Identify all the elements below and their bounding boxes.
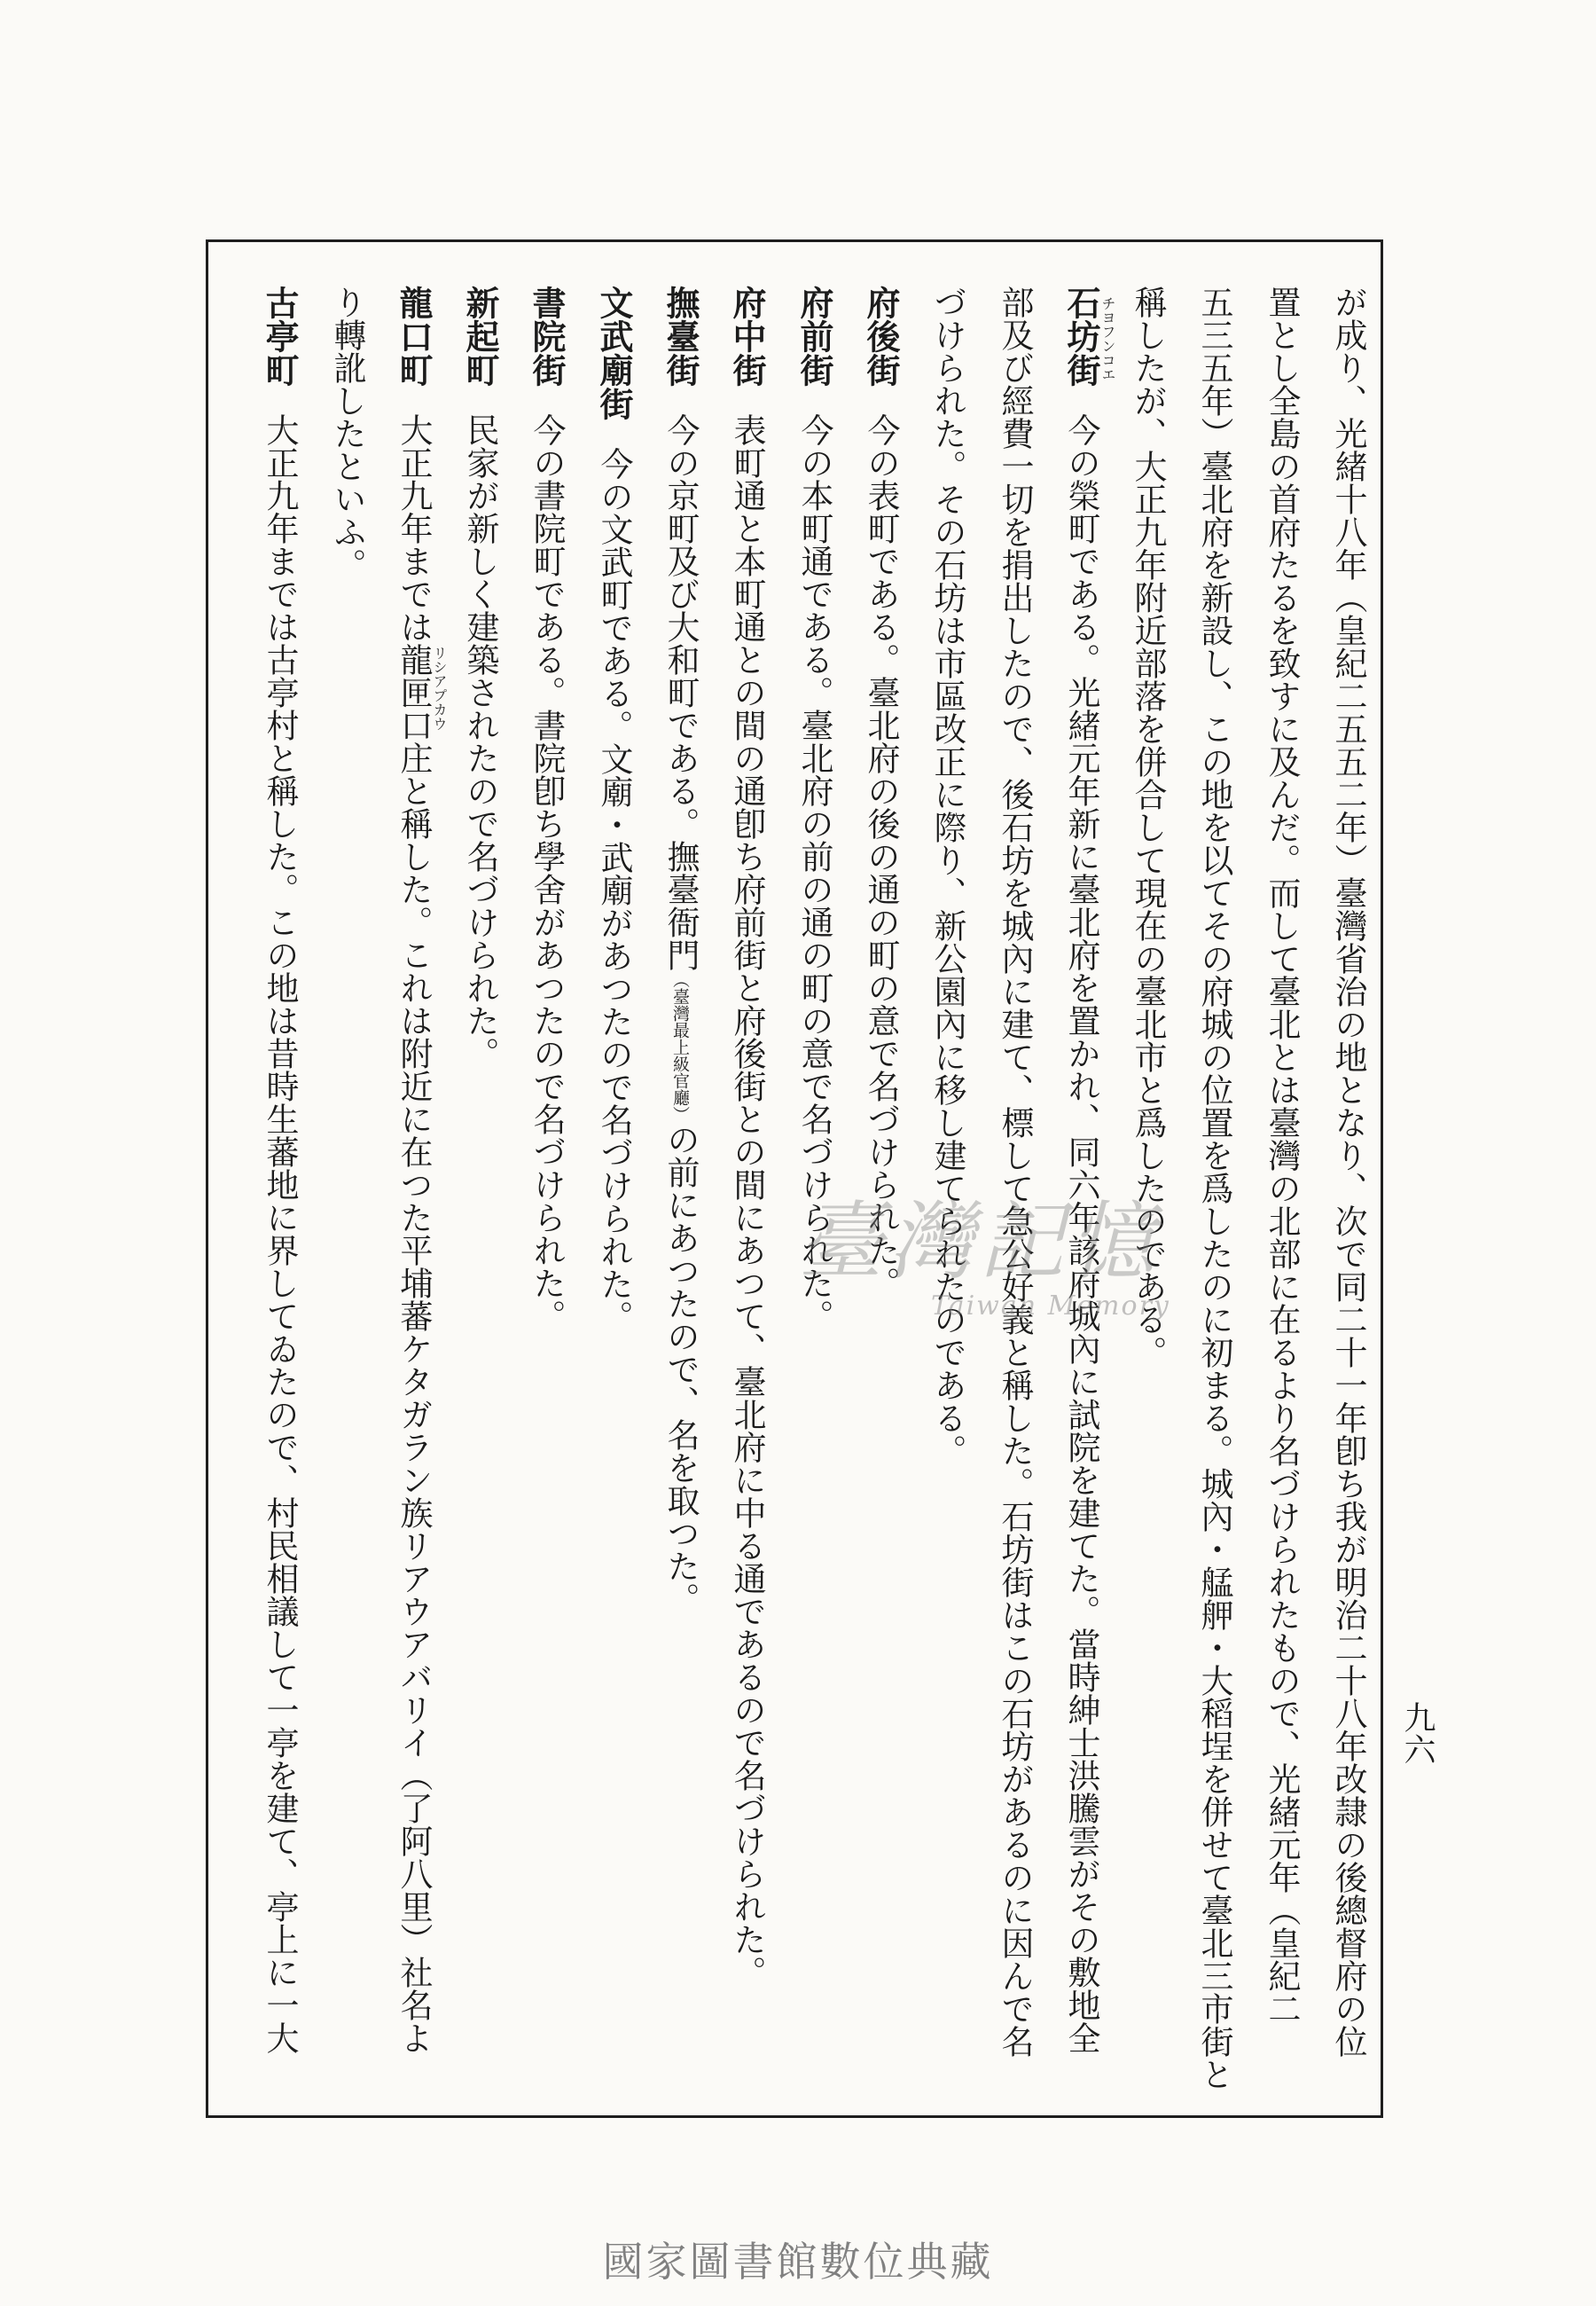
text-column-2	[1256, 286, 1306, 2104]
text-ruby: リシアプカウ	[431, 646, 448, 731]
entry-column-fuzhong-street	[722, 286, 771, 2104]
entry-column-shinki-town	[455, 286, 505, 2104]
watermark-title: 臺灣記憶	[798, 1192, 1160, 1291]
entry-heading: 龍口町	[394, 286, 433, 387]
entry-text: 今の本町通である。臺北府の前の通の町の意で名づけられた。	[795, 413, 833, 1332]
column-text: づけられた。その石坊は市區改正に際り、新公園內に移し建てられたのである。	[928, 286, 966, 1467]
entry-text-continued: の前にあつたので、名を取つた。	[661, 1123, 700, 1615]
entry-text: 今の京町及び大和町である。撫臺衙門	[661, 413, 700, 971]
watermark-subtitle: Taiwan Memory	[931, 1290, 1170, 1322]
entry-column-shuyuan-street	[521, 286, 571, 2104]
heading-ruby: チヨフンコエ	[1099, 296, 1116, 381]
entry-column-futai-street	[655, 286, 705, 2104]
column-text: 五三五年）臺北府を新設し、この地を以てその府城の位置を爲したのに初まる。城內・艋舺・大稻埕を併せて臺北三市街と	[1195, 286, 1233, 2090]
text-column-4	[1123, 286, 1172, 2104]
entry-heading: 文武廟街	[594, 286, 633, 420]
entry-text: 大正九年までは龍匣口庄と稱した。これは附近に在つた平埔蕃ケタガラン族リアウアバリイ（了阿八里）社名よ	[395, 413, 433, 2054]
entry-heading: 府前街	[794, 286, 833, 387]
entry-text: 今の表町である。臺北府の後の通の町の意で名づけられた。	[862, 413, 900, 1299]
text-column-7	[922, 286, 972, 2104]
entry-heading: 新起町	[460, 286, 499, 387]
entry-heading: 書院街	[527, 286, 566, 387]
column-text: り轉訛したといふ。	[328, 286, 366, 581]
entry-column-shifang-street	[1056, 286, 1106, 2104]
entry-column-kotei-town	[254, 286, 304, 2104]
text-column-3	[1189, 286, 1239, 2104]
inline-note: （臺灣最上級官廳）	[670, 971, 690, 1123]
column-text: 稱したが、大正九年附近部落を併合して現在の臺北市と爲したのである。	[1129, 286, 1167, 1369]
text-column-1	[1323, 286, 1373, 2104]
column-text: 部及び經費一切を捐出したので、後石坊を城內に建て、標して急公好義と稱した。石坊街はこの石坊があるのに因んで名	[996, 286, 1034, 2058]
entry-text: 民家が新しく建築されたので名づけられた。	[461, 413, 499, 1070]
entry-column-wenwumiao-street	[589, 286, 638, 2104]
entry-text: 今の書院町である。書院卽ち學舍があつたので名づけられた。	[528, 413, 566, 1332]
entry-heading: 古亭町	[260, 286, 299, 387]
entry-text: 大正九年までは古亭村と稱した。この地は昔時生蕃地に界してゐたので、村民相議して一亭を建て、亭上に一大	[261, 413, 299, 2054]
entry-text: 今の榮町である。光緒元年新に臺北府を置かれ、同六年該府城內に試院を建てた。當時紳士洪騰雲がその敷地全	[1062, 413, 1100, 2054]
entry-heading: 府中街	[727, 286, 766, 387]
column-text: 置とし全島の首府たるを致すに及んだ。而して臺北とは臺灣の北部に在るより名づけられたもので、光緒元年（皇紀二	[1263, 286, 1301, 2025]
entry-column-fuhou-street	[856, 286, 905, 2104]
entry-heading: 撫臺街	[661, 286, 700, 387]
entry-heading: 府後街	[861, 286, 900, 387]
entry-heading: 石坊街	[1061, 286, 1100, 387]
text-column-16	[322, 286, 372, 2104]
column-text: が成り、光緒十八年（皇紀二五五二年）臺灣省治の地となり、次で同二十一年卽ち我が明治二十八年改隷の後總督府の位	[1329, 286, 1367, 2058]
entry-text: 表町通と本町通との間の通卽ち府前街と府後街との間にあつて、臺北府に中る通であるので名づけられた。	[728, 413, 766, 1988]
entry-text: 今の文武町である。文廟・武廟があつたので名づけられた。	[595, 447, 633, 1333]
entry-column-ryuko-town	[388, 286, 438, 2104]
entry-column-fuqian-street	[789, 286, 839, 2104]
footer-collection-label: 國家圖書館數位典藏	[602, 2238, 994, 2286]
text-column-6	[990, 286, 1039, 2104]
page-number: 九六	[1399, 1701, 1436, 1765]
